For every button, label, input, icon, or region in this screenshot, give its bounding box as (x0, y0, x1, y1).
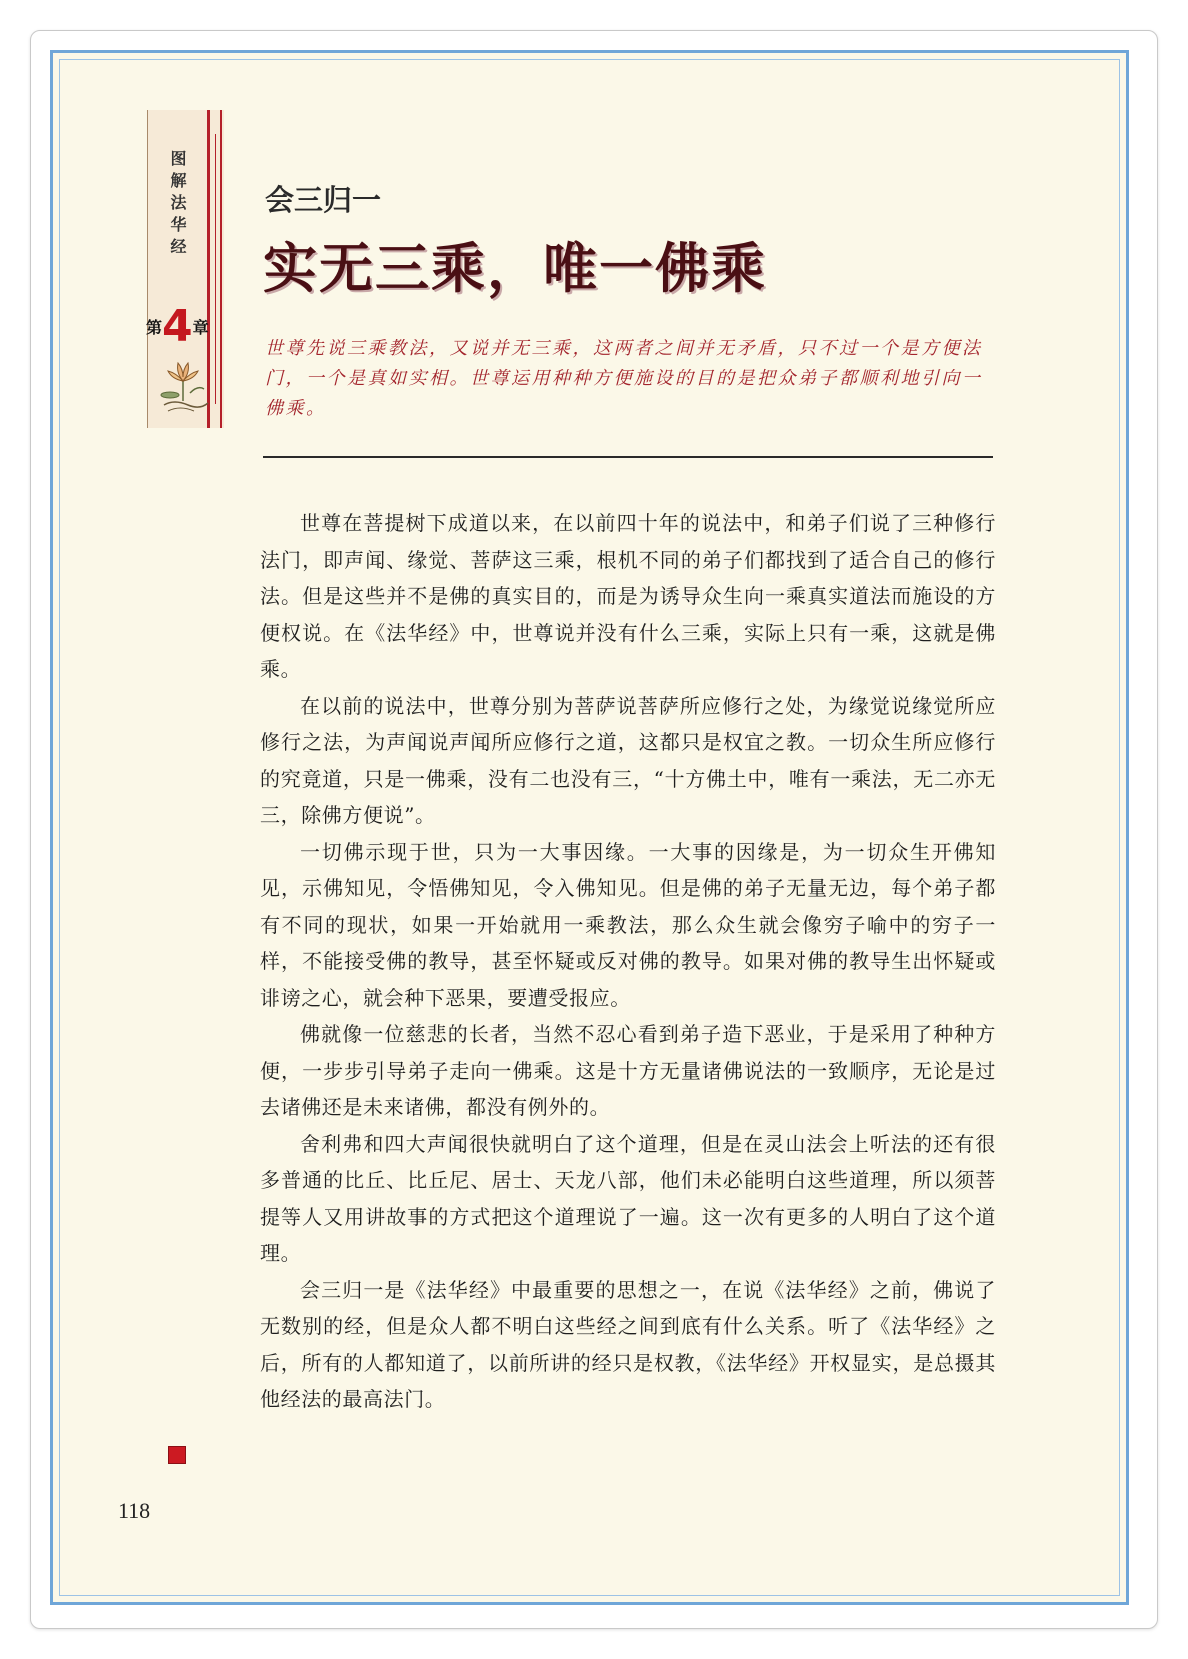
body-text (260, 505, 996, 1418)
chapter-prefix: 第 (146, 318, 163, 337)
body-paragraph: 舍利弗和四大声闻很快就明白了这个道理，但是在灵山法会上听法的还有很多普通的比丘、比丘尼、居士、天龙八部，他们未必能明白这些道理，所以须菩提等人又用讲故事的方式把这个道理说了一遍。这一次有更多的人明白了这个道理。 (260, 1131, 996, 1265)
section-subtitle: 会三归一 (265, 183, 382, 217)
tab-red-edge (220, 110, 222, 428)
page-title: 实无三乘，唯一佛乘 (263, 236, 767, 300)
chapter-number-label (146, 301, 209, 352)
page-number: 118 (118, 1498, 151, 1523)
tab-red-line (215, 134, 216, 404)
red-seal-mark (168, 1446, 186, 1464)
series-title: 图解法华经 (168, 150, 187, 260)
body-paragraph: 会三归一是《法华经》中最重要的思想之一，在说《法华经》之前，佛说了无数别的经，但是众人都不明白这些经之间到底有什么关系。听了《法华经》之后，所有的人都知道了，以前所讲的经只是权教，《法华经》开权显实，是总摄其他经法的最高法门。 (260, 1277, 996, 1411)
body-paragraph: 一切佛示现于世，只为一大事因缘。一大事的因缘是，为一切众生开佛知见，示佛知见，令悟佛知见，令入佛知见。但是佛的弟子无量无边，每个弟子都有不同的现状，如果一开始就用一乘教法，那么众生就会像穷子喻中的穷子一样，不能接受佛的教导，甚至怀疑或反对佛的教导。如果对佛的教导生出怀疑或诽谤之心，就会种下恶果，要遭受报应。 (260, 839, 996, 1010)
lotus-illustration-icon (154, 355, 212, 417)
chapter-tab (147, 110, 224, 428)
chapter-number: 4 (162, 301, 193, 352)
body-paragraph: 在以前的说法中，世尊分别为菩萨说菩萨所应修行之处，为缘觉说缘觉所应修行之法，为声闻说声闻所应修行之道，这都只是权宜之教。一切众生所应修行的究竟道，只是一佛乘，没有二也没有三，“十方佛土中，唯有一乘法，无二亦无三，除佛方便说”。 (260, 693, 996, 827)
body-paragraph: 佛就像一位慈悲的长者，当然不忍心看到弟子造下恶业，于是采用了种种方便，一步步引导弟子走向一佛乘。这是十方无量诸佛说法的一致顺序，无论是过去诸佛还是未来诸佛，都没有例外的。 (260, 1022, 996, 1119)
intro-summary: 世尊先说三乘教法，又说并无三乘，这两者之间并无矛盾，只不过一个是方便法门，一个是真如实相。世尊运用种种方便施设的目的是把众弟子都顺利地引向一佛乘。 (265, 338, 983, 419)
title-divider (263, 456, 993, 458)
chapter-suffix: 章 (192, 318, 209, 337)
body-paragraph: 世尊在菩提树下成道以来，在以前四十年的说法中，和弟子们说了三种修行法门，即声闻、缘觉、菩萨这三乘，根机不同的弟子们都找到了适合自己的修行法。但是这些并不是佛的真实目的，而是为诱导众生向一乘真实道法而施设的方便权说。在《法华经》中，世尊说并没有什么三乘，实际上只有一乘，这就是佛乘。 (260, 511, 996, 681)
